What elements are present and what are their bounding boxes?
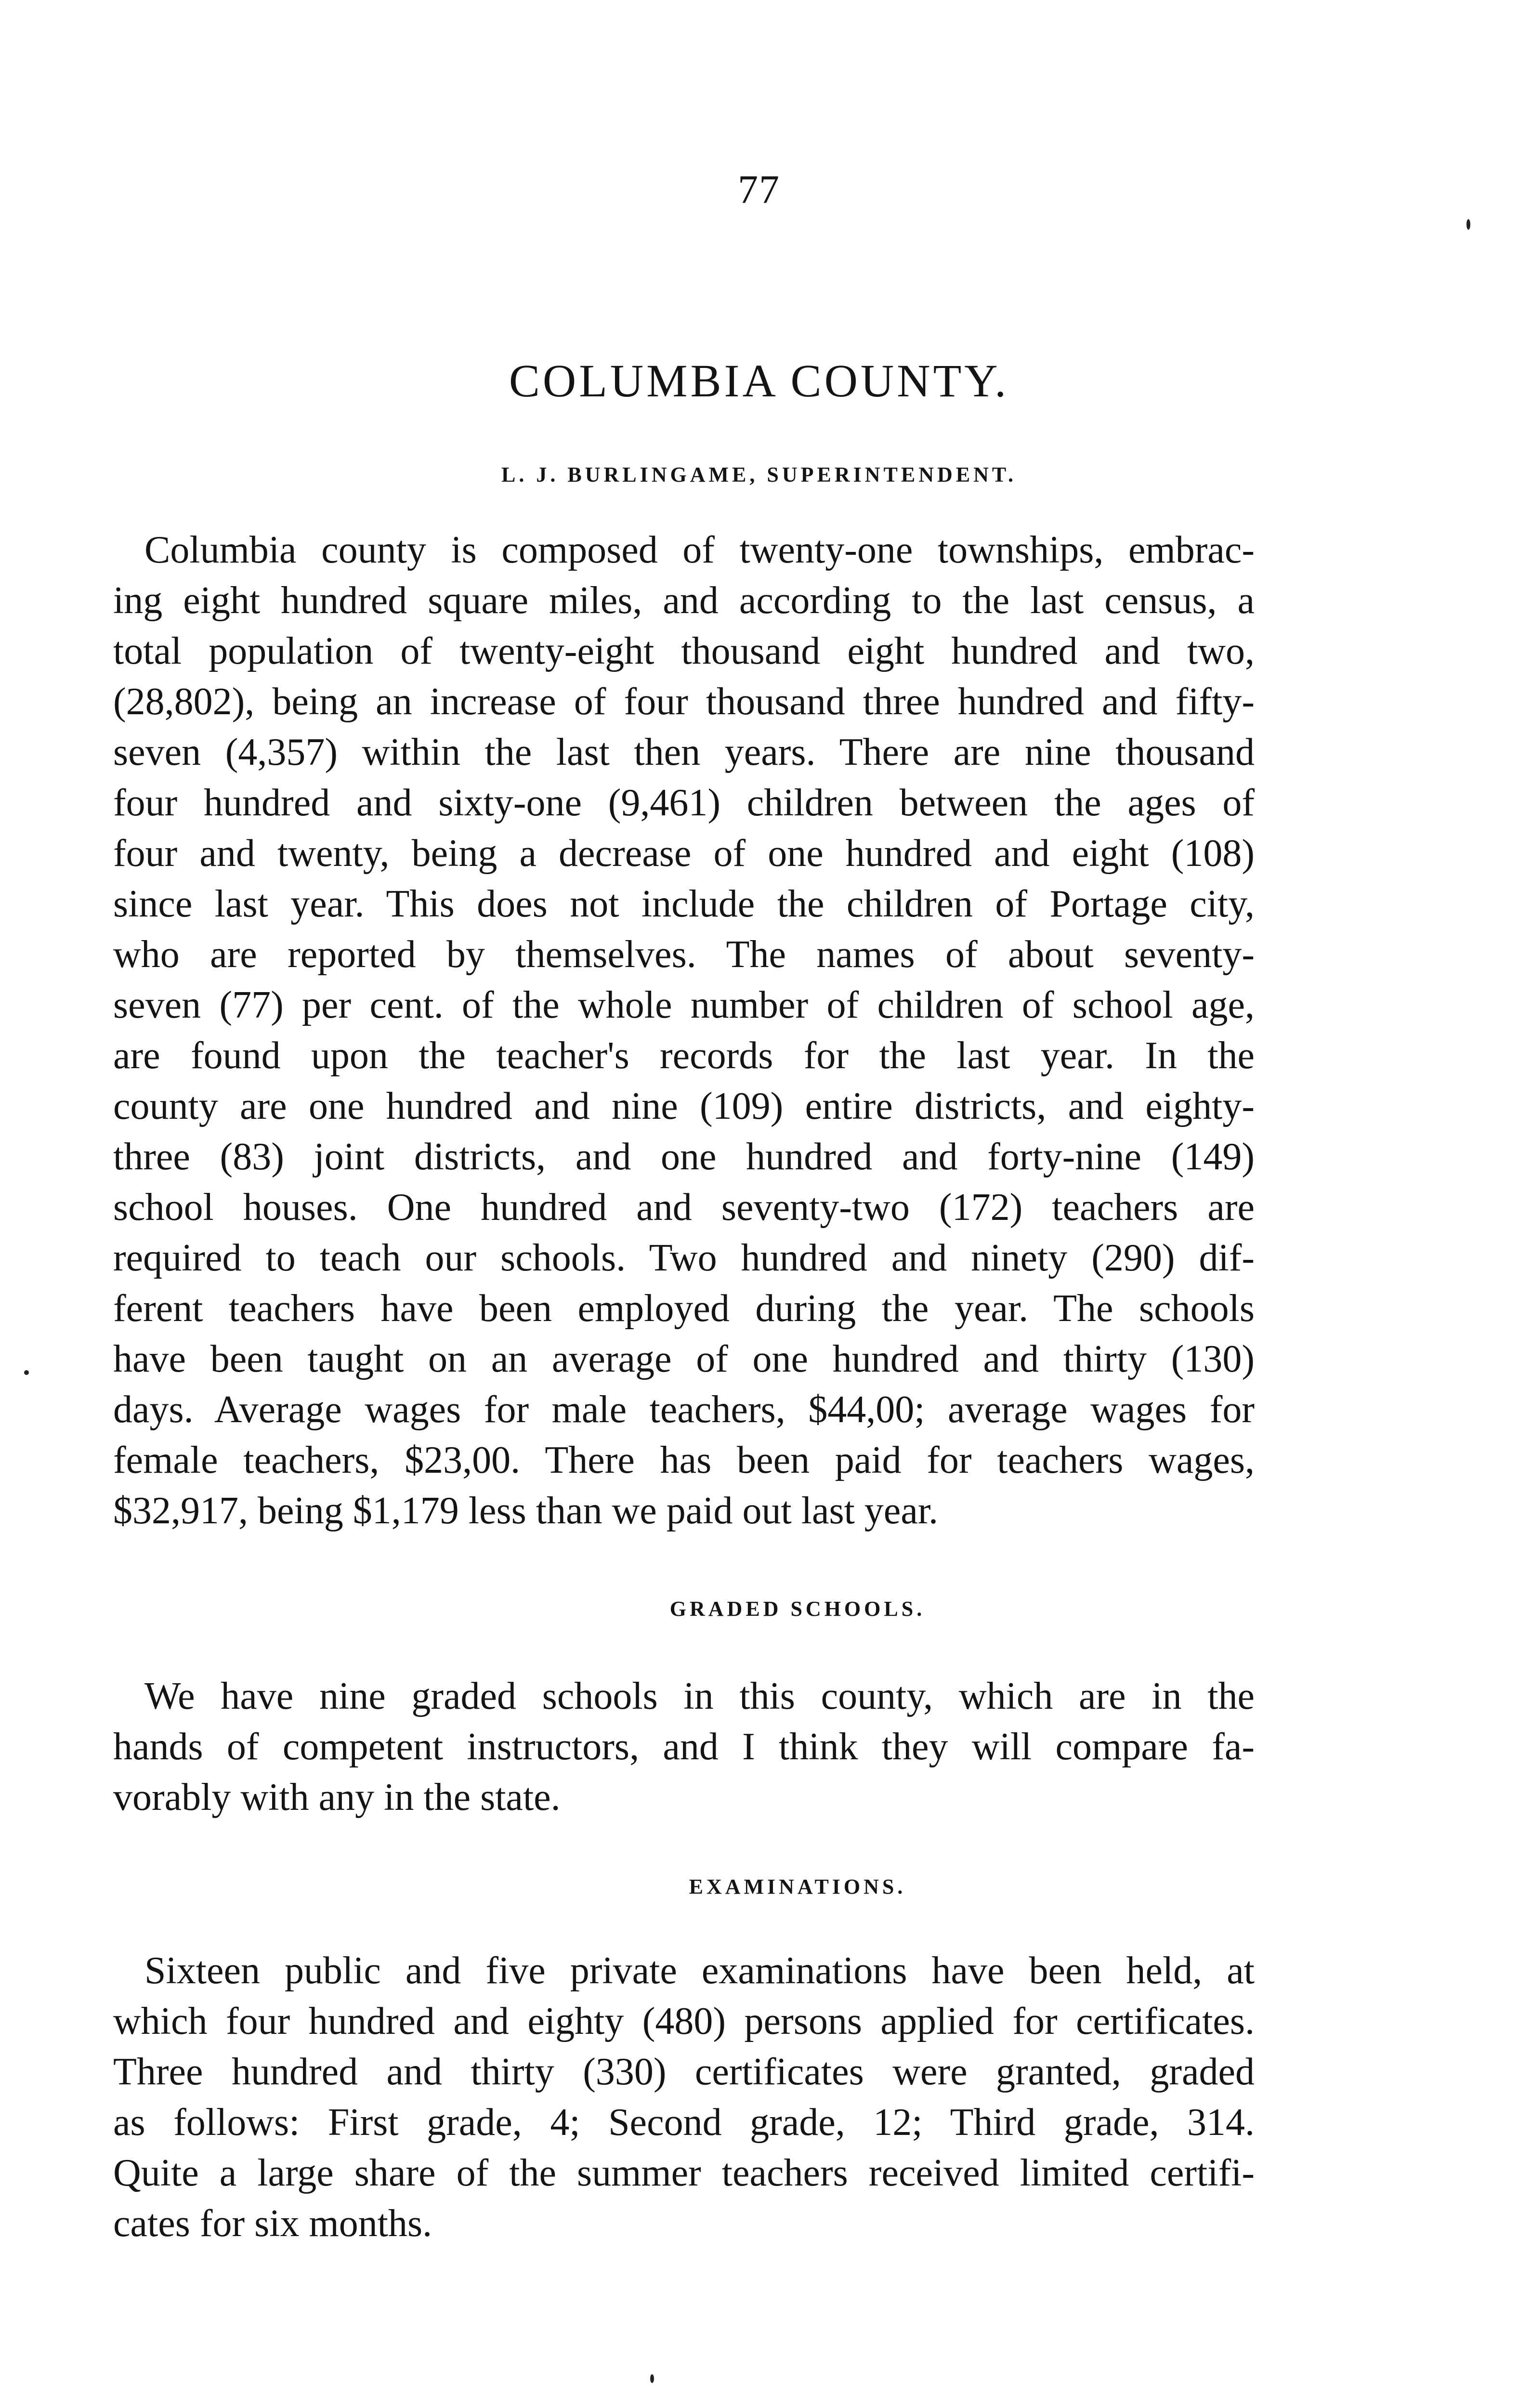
paragraph-line: seven (4,357) within the last then years. There are nine thousand — [113, 731, 1255, 773]
paragraph-line: hands of competent instructors, and I think they will compare fa- — [113, 1726, 1255, 1768]
paragraph-line: Columbia county is composed of twenty-one townships, embrac- — [144, 529, 1255, 571]
paragraph-line: Three hundred and thirty (330) certificates were granted, graded — [113, 2051, 1255, 2093]
paragraph-line: female teachers, $23,00. There has been paid for teachers wages, — [113, 1439, 1255, 1481]
paragraph-line: (28,802), being an increase of four thousand three hundred and fifty- — [113, 681, 1255, 723]
print-speck — [1466, 219, 1470, 230]
paragraph-line: total population of twenty-eight thousand eight hundred and two, — [113, 630, 1255, 672]
superintendent-byline: L. J. BURLINGAME, SUPERINTENDENT. — [501, 463, 1017, 486]
print-speck — [650, 2374, 654, 2383]
paragraph-line: seven (77) per cent. of the whole number of children of school age, — [113, 984, 1255, 1026]
paragraph-line: $32,917, being $1,179 less than we paid out last year. — [113, 1490, 939, 1532]
paragraph-line: Quite a large share of the summer teachers received limited certifi- — [113, 2152, 1255, 2194]
paragraph-line: as follows: First grade, 4; Second grade, 12; Third grade, 314. — [113, 2101, 1255, 2144]
examinations-heading: EXAMINATIONS. — [689, 1875, 906, 1898]
intro-paragraph — [113, 525, 1255, 1536]
paragraph-line: ferent teachers have been employed during the year. The schools — [113, 1287, 1255, 1330]
paragraph-line: since last year. This does not include the children of Portage city, — [113, 883, 1255, 925]
paragraph-line: who are reported by themselves. The names of about seventy- — [113, 933, 1255, 976]
paragraph-line: which four hundred and eighty (480) persons applied for certificates. — [113, 2000, 1255, 2042]
examinations-paragraph — [113, 1946, 1255, 2249]
paragraph-line: Sixteen public and five private examinations have been held, at — [144, 1950, 1255, 1992]
print-speck — [24, 1370, 29, 1375]
paragraph-line: school houses. One hundred and seventy-two (172) teachers are — [113, 1186, 1255, 1229]
paragraph-line: cates for six months. — [113, 2202, 432, 2245]
graded-schools-paragraph — [113, 1671, 1255, 1823]
paragraph-line: three (83) joint districts, and one hundred and forty-nine (149) — [113, 1136, 1255, 1178]
page-title: COLUMBIA COUNTY. — [509, 355, 1009, 406]
graded-schools-heading: GRADED SCHOOLS. — [669, 1597, 926, 1621]
paragraph-line: county are one hundred and nine (109) entire districts, and eighty- — [113, 1085, 1255, 1127]
paragraph-line: vorably with any in the state. — [113, 1776, 561, 1819]
paragraph-line: four and twenty, being a decrease of one hundred and eight (108) — [113, 832, 1255, 875]
paragraph-line: four hundred and sixty-one (9,461) children between the ages of — [113, 782, 1255, 824]
paragraph-line: required to teach our schools. Two hundred and ninety (290) dif- — [113, 1237, 1255, 1279]
paragraph-line: days. Average wages for male teachers, $44,00; average wages for — [113, 1388, 1255, 1431]
paragraph-line: are found upon the teacher's records for the last year. In the — [113, 1034, 1255, 1077]
page-number: 77 — [738, 167, 780, 212]
paragraph-line: have been taught on an average of one hundred and thirty (130) — [113, 1338, 1255, 1380]
paragraph-line: We have nine graded schools in this county, which are in the — [144, 1675, 1255, 1717]
paragraph-line: ing eight hundred square miles, and according to the last census, a — [113, 579, 1255, 622]
